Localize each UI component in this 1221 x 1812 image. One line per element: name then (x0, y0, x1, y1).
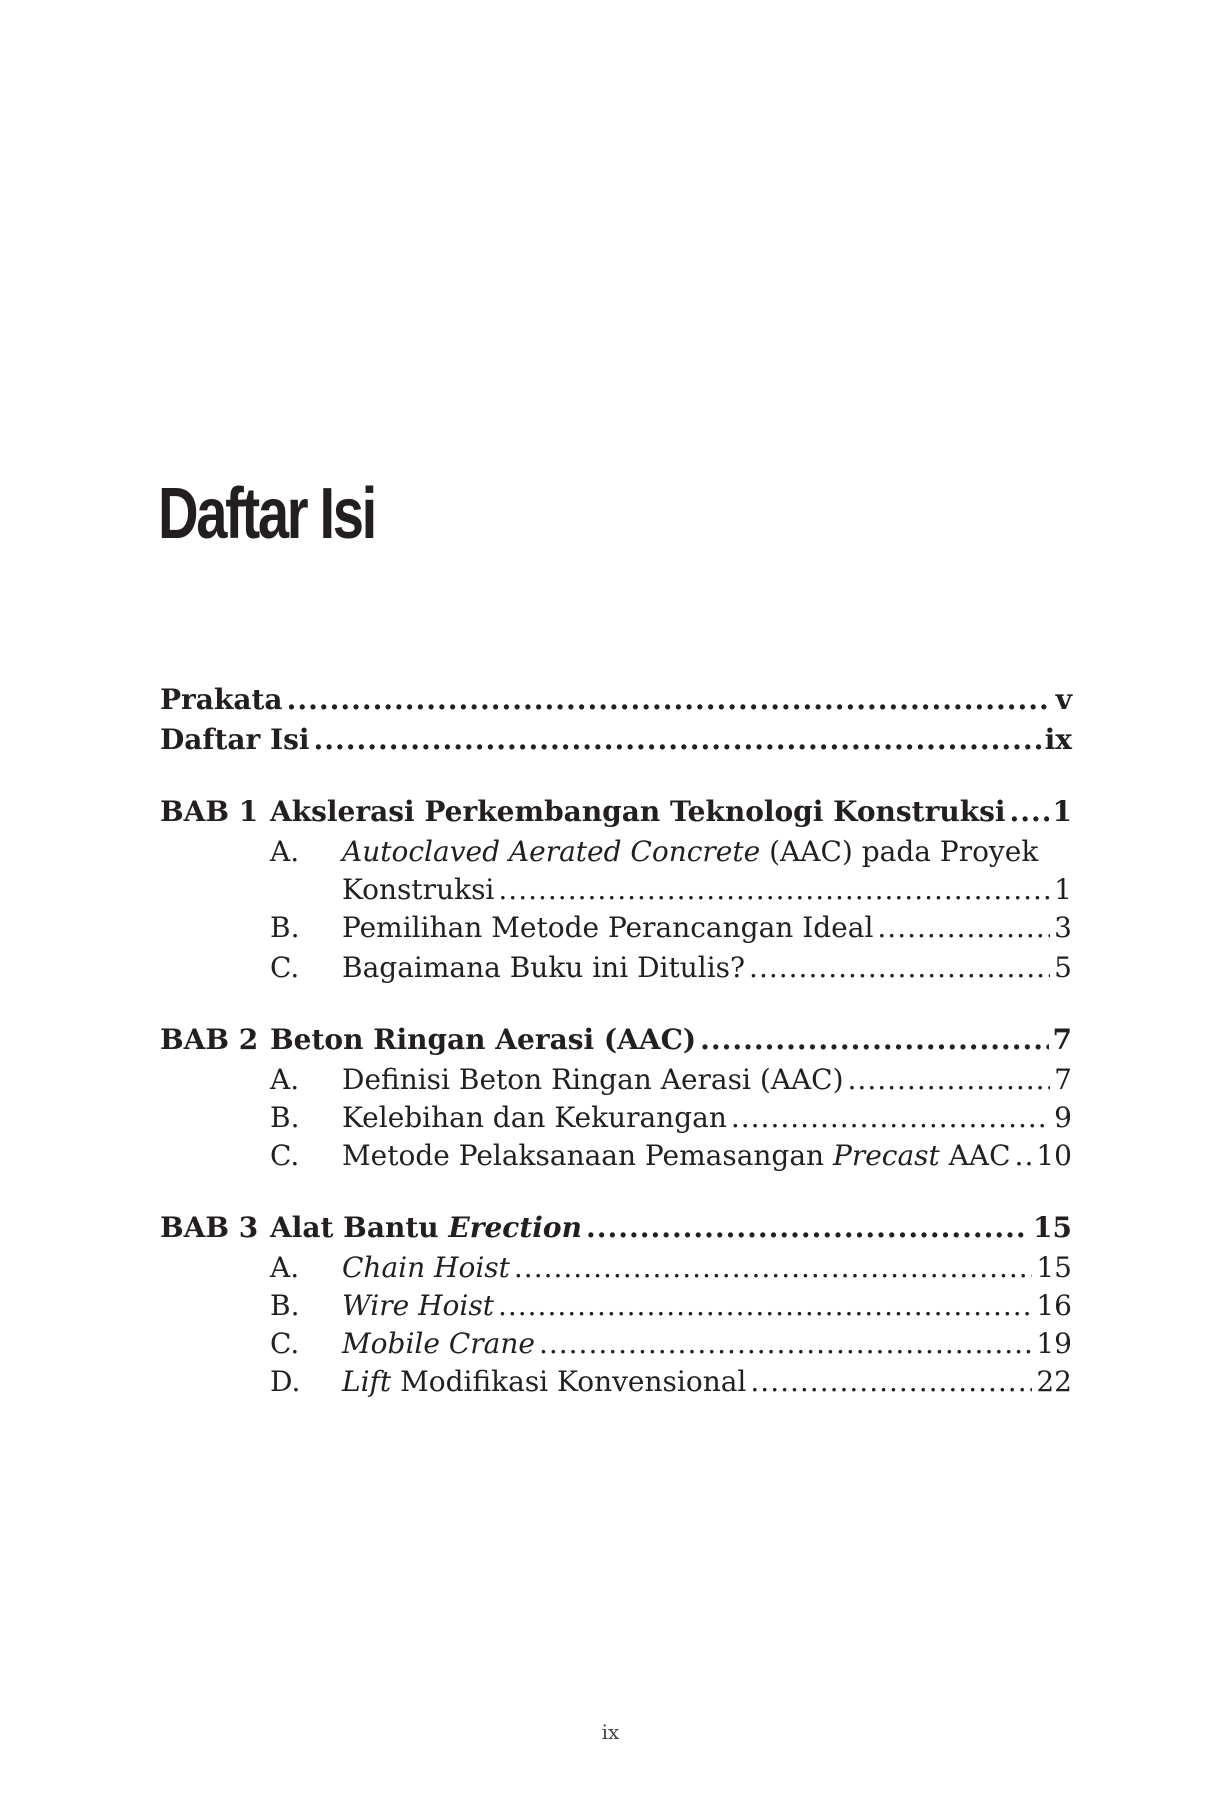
section-title (342, 832, 1038, 872)
dot-leader (514, 1248, 1032, 1288)
dot-leader (1015, 1136, 1033, 1176)
toc-section-1c[interactable] (270, 948, 1072, 988)
section-title: Bagaimana Buku ini Ditulis? (342, 951, 746, 984)
section-title-post: AAC (939, 1139, 1011, 1172)
toc-chapter-3[interactable] (160, 1208, 1072, 1248)
chapter-number: BAB 2 (160, 1023, 259, 1056)
section-title: Pemilihan Metode Perancangan Ideal (342, 911, 874, 944)
section-title (342, 1136, 1011, 1176)
section-letter: C. (270, 951, 300, 984)
section-title-italic: Mobile Crane (342, 1327, 535, 1360)
toc-page-number: ix (1044, 723, 1072, 756)
toc-chapter-1[interactable] (160, 792, 1072, 832)
section-title: Definisi Beton Ringan Aerasi (AAC) (342, 1063, 844, 1096)
toc-page-number: 1 (1054, 873, 1072, 906)
dot-leader (498, 870, 1050, 910)
section-title: Kelebihan dan Kekurangan (342, 1101, 727, 1134)
section-letter: A. (270, 835, 300, 868)
toc-page-number: v (1055, 683, 1072, 716)
toc-section-2b[interactable] (270, 1098, 1072, 1138)
section-letter: D. (270, 1365, 301, 1398)
toc-page-number: 16 (1036, 1289, 1072, 1322)
section-title-continued: Konstruksi (342, 873, 495, 906)
toc-section-3a[interactable] (270, 1248, 1072, 1288)
section-letter: A. (270, 1251, 300, 1284)
page-title: Daftar Isi (158, 474, 375, 554)
section-title (342, 1248, 510, 1288)
dot-leader (586, 1208, 1029, 1248)
section-title-italic: Lift (342, 1365, 392, 1398)
chapter-number: BAB 1 (160, 795, 259, 828)
toc-page-number: 10 (1036, 1139, 1072, 1172)
section-title-post: Modifikasi Konvensional (391, 1365, 747, 1398)
section-title-italic: Wire Hoist (342, 1289, 494, 1322)
toc-page-number: 9 (1054, 1101, 1072, 1134)
section-title-italic: Chain Hoist (342, 1251, 510, 1284)
chapter-number: BAB 3 (160, 1211, 259, 1244)
toc-page-number: 7 (1052, 1023, 1072, 1056)
dot-leader (848, 1060, 1051, 1100)
chapter-title-pre: Alat Bantu (270, 1211, 449, 1244)
section-letter: C. (270, 1139, 300, 1172)
dot-leader (731, 1098, 1050, 1138)
dot-leader (1010, 792, 1049, 832)
toc-page-number: 15 (1033, 1211, 1072, 1244)
toc-section-1a-continued[interactable] (342, 870, 1072, 910)
section-letter: B. (270, 911, 300, 944)
chapter-title: Beton Ringan Aerasi (AAC) (270, 1023, 697, 1056)
section-title (342, 1362, 746, 1402)
toc-section-1b[interactable] (270, 908, 1072, 948)
chapter-title: Akslerasi Perkembangan Teknologi Konstruksi (270, 795, 1006, 828)
dot-leader (877, 908, 1050, 948)
toc-entry-prakata[interactable] (160, 680, 1072, 720)
dot-leader (539, 1324, 1032, 1364)
section-title-rest: (AAC) pada Proyek (760, 835, 1039, 868)
toc-page-number: 19 (1036, 1327, 1072, 1360)
dot-leader (750, 1362, 1032, 1402)
toc-page-number: 3 (1054, 911, 1072, 944)
toc-chapter-2[interactable] (160, 1020, 1072, 1060)
section-letter: B. (270, 1101, 300, 1134)
toc-page-number: 7 (1054, 1063, 1072, 1096)
section-title (342, 1286, 494, 1326)
dot-leader (749, 948, 1050, 988)
section-title-pre: Metode Pelaksanaan Pemasangan (342, 1139, 833, 1172)
toc-section-3b[interactable] (270, 1286, 1072, 1326)
toc-page-number: 22 (1036, 1365, 1072, 1398)
section-title (342, 1324, 535, 1364)
toc-entry-daftar-isi[interactable] (160, 720, 1072, 760)
toc-section-3d[interactable] (270, 1362, 1072, 1402)
toc-section-3c[interactable] (270, 1324, 1072, 1364)
toc-section-2c[interactable] (270, 1136, 1072, 1176)
toc-page-number: 5 (1054, 951, 1072, 984)
section-letter: B. (270, 1289, 300, 1322)
toc-page-number: 15 (1036, 1251, 1072, 1284)
dot-leader (287, 680, 1052, 720)
chapter-title (270, 1208, 582, 1248)
toc-section-1a[interactable] (270, 832, 1072, 872)
toc-page-number: 1 (1052, 795, 1072, 828)
section-letter: A. (270, 1063, 300, 1096)
toc-entry-label: Prakata (160, 683, 283, 716)
dot-leader (700, 1020, 1048, 1060)
section-title-italic: Autoclaved Aerated Concrete (342, 835, 761, 868)
dot-leader (314, 720, 1041, 760)
toc-entry-label: Daftar Isi (160, 723, 310, 756)
section-title-italic: Precast (832, 1139, 940, 1172)
dot-leader (498, 1286, 1032, 1326)
page-folio: ix (601, 1720, 620, 1744)
toc-section-2a[interactable] (270, 1060, 1072, 1100)
chapter-title-italic: Erection (448, 1211, 582, 1244)
section-letter: C. (270, 1327, 300, 1360)
